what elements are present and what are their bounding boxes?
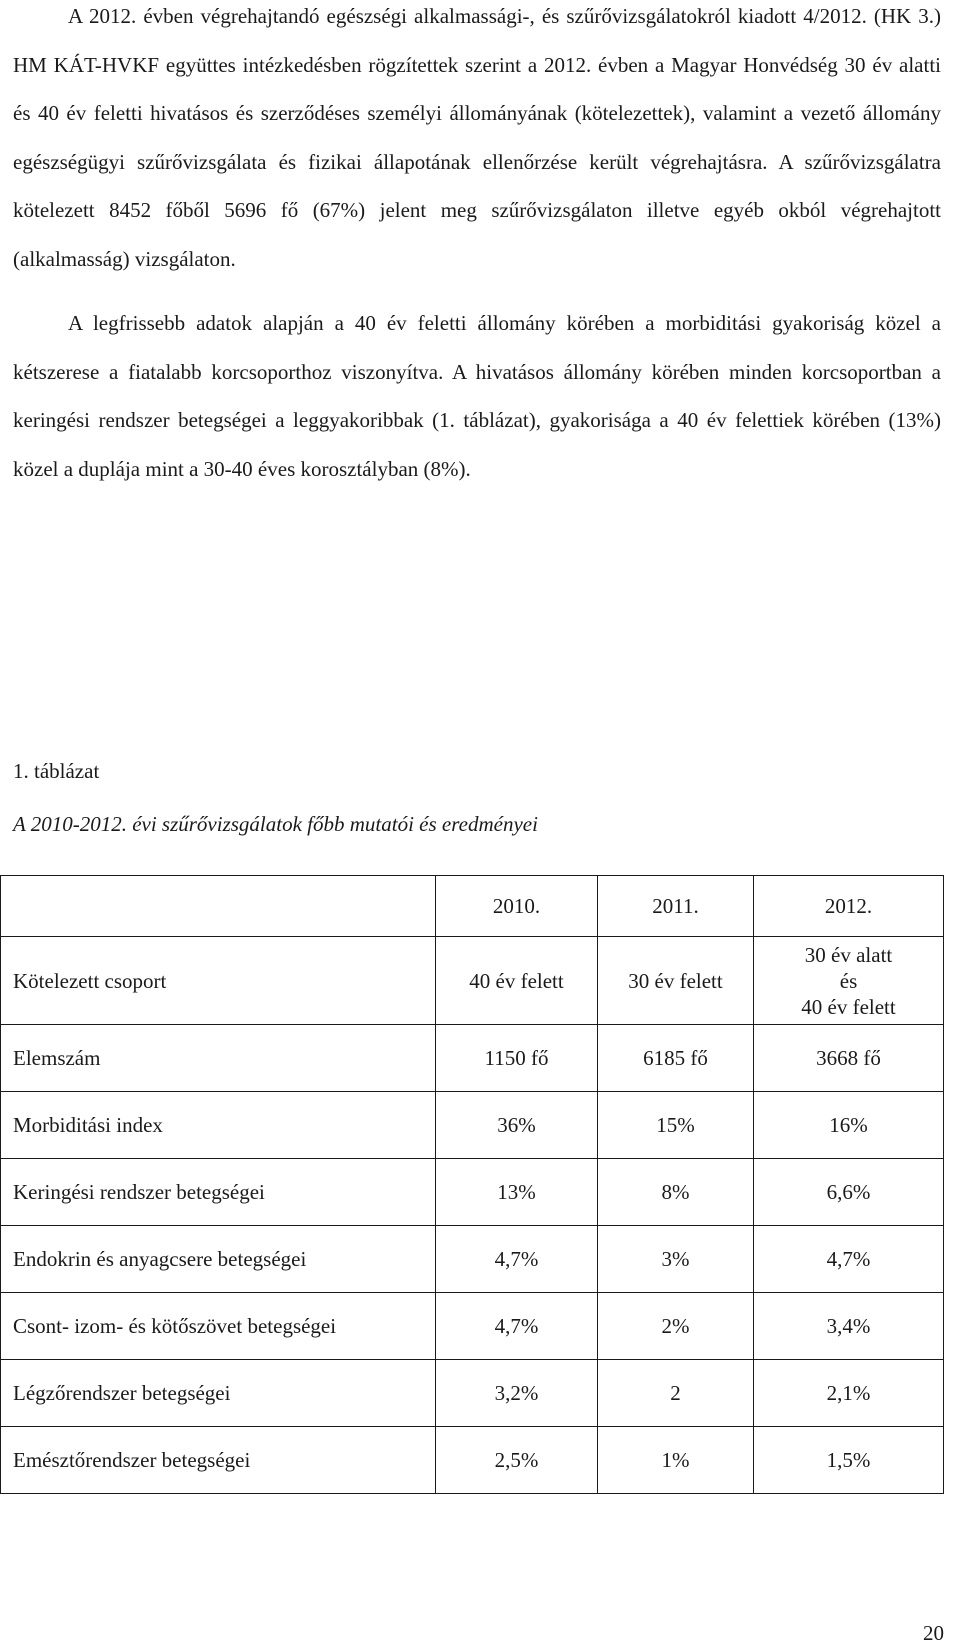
table-cell: 2% [598,1293,754,1360]
table-cell: Endokrin és anyagcsere betegségei [1,1226,436,1293]
table-cell: 13% [436,1159,598,1226]
table-cell: 1% [598,1427,754,1494]
table-cell: 3,2% [436,1360,598,1427]
table-cell: Légzőrendszer betegségei [1,1360,436,1427]
table-cell: 3,4% [754,1293,944,1360]
table-cell: 36% [436,1092,598,1159]
table-group-row [1,937,944,1025]
table-cell: 1150 fő [436,1025,598,1092]
table-cell: 6,6% [754,1159,944,1226]
table-number: 1. táblázat [13,759,100,783]
paragraph-intro: A 2012. évben végrehajtandó egészségi alkalmassági-, és szűrővizsgálatokról kiadott 4/2012. (HK 3.) HM KÁT-HVKF együttes intézkedésben rögzítettek szerint a 2012. évben a Magyar Honvédség 30 év alatti és 40 év feletti hivatásos és szerződéses személyi állományának (kötelezettek), valamint a vezető állomány egészségügyi szűrővizsgálata és fizikai állapotának ellenőrzése került végrehajtásra. A szűrővizsgálatra kötelezett 8452 főből 5696 fő (67%) jelent meg szűrővizsgálaton illetve egyéb okból végrehajtott (alkalmasság) vizsgálaton. [13,4,941,271]
table-cell: 2,5% [436,1427,598,1494]
table-cell: 4,7% [436,1226,598,1293]
table-cell: Csont- izom- és kötőszövet betegségei [1,1293,436,1360]
table-cell: Emésztőrendszer betegségei [1,1427,436,1494]
table-row [1,1226,944,1293]
table-cell: 2012. [754,876,944,937]
table-cell: 1,5% [754,1427,944,1494]
table-cell: 4,7% [754,1226,944,1293]
table-cell: 16% [754,1092,944,1159]
table-cell: 4,7% [436,1293,598,1360]
table-cell: 8% [598,1159,754,1226]
table-row [1,1092,944,1159]
table-cell: Elemszám [1,1025,436,1092]
table-row [1,1360,944,1427]
table-cell: 30 év felett [598,937,754,1025]
table-row [1,1427,944,1494]
page-number: 20 [923,1621,944,1645]
table-row [1,1159,944,1226]
table-cell: 40 év felett [436,937,598,1025]
table-cell: 6185 fő [598,1025,754,1092]
table-title: A 2010-2012. évi szűrővizsgálatok főbb mutatói és eredményei [13,812,538,836]
table-cell: 3668 fő [754,1025,944,1092]
table-cell: 2011. [598,876,754,937]
table-cell [1,876,436,937]
paragraph-findings: A legfrissebb adatok alapján a 40 év feletti állomány körében a morbiditási gyakoriság közel a kétszerese a fiatalabb korcsoporthoz viszonyítva. A hivatásos állomány körében minden korcsoportban a keringési rendszer betegségei a leggyakoribbak (1. táblázat), gyakorisága a 40 év felettiek körében (13%) közel a duplája mint a 30-40 éves korosztályban (8%). [13,311,941,481]
table-cell: 15% [598,1092,754,1159]
table-row [1,1025,944,1092]
table-year-row [1,876,944,937]
table-cell: 2,1% [754,1360,944,1427]
table-cell: 2 [598,1360,754,1427]
screening-results-table [0,875,944,1494]
table-cell: Kötelezett csoport [1,937,436,1025]
table-row [1,1293,944,1360]
document-page [13,0,941,1472]
table-cell: Keringési rendszer betegségei [1,1159,436,1226]
table-cell: Morbiditási index [1,1092,436,1159]
table-cell: 3% [598,1226,754,1293]
table-cell: 2010. [436,876,598,937]
table-cell: 30 év alatt és 40 év felett [754,937,944,1025]
